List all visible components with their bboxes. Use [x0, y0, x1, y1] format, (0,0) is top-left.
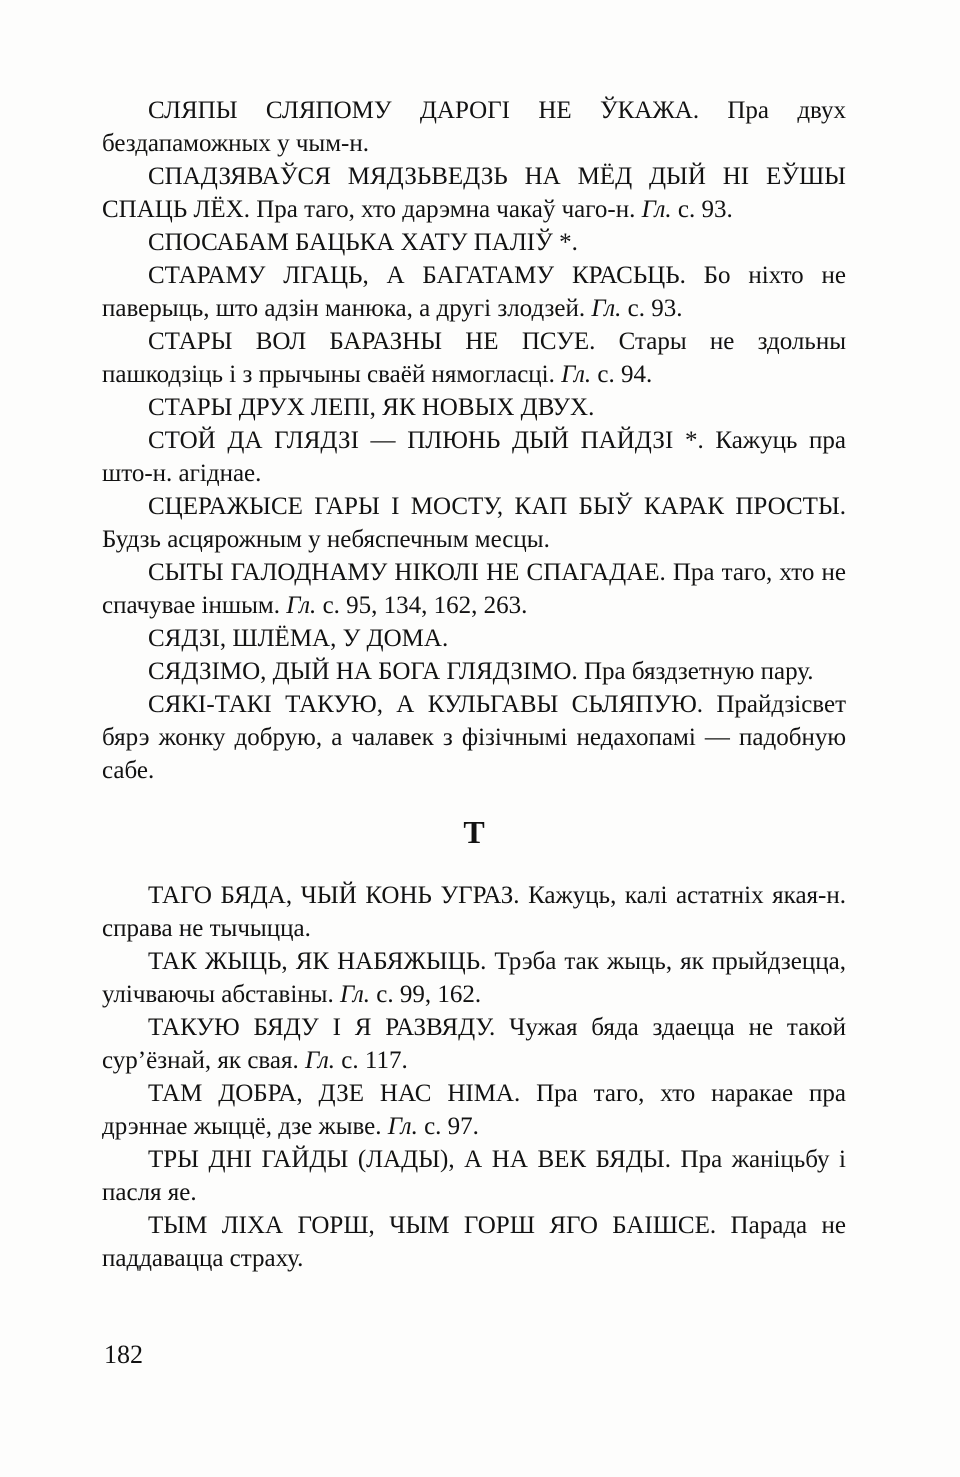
proverb-entry [102, 424, 846, 490]
proverb-entry [102, 325, 846, 391]
text-run: с. 95, 134, 162, 263. [316, 592, 528, 619]
proverb-entry [102, 879, 846, 945]
text-run: СТАРЫ ВОЛ БАРАЗНЫ НЕ ПСУЕ. Стары не здольны пашкодзіць і з прычыны сваёй нямогласці. [102, 328, 846, 388]
cross-reference: Гл. [286, 592, 317, 619]
proverb-entry [102, 655, 846, 688]
text-run: с. 99, 162. [370, 981, 482, 1008]
proverb-entry [102, 1011, 846, 1077]
text-run: СЯДЗІМО, ДЫЙ НА БОГА ГЛЯДЗІМО. Пра бяздзетную пару. [148, 658, 814, 685]
text-run: СТОЙ ДА ГЛЯДЗІ — ПЛЮНЬ ДЫЙ ПАЙДЗІ *. Кажуць пра што-н. агіднае. [102, 427, 846, 487]
text-run: с. 97. [417, 1113, 479, 1140]
text-run: СЦЕРАЖЫСЕ ГАРЫ І МОСТУ, КАП БЫЎ КАРАК ПРОСТЫ. Будзь асцярожным у небяспечным месцы. [102, 493, 846, 553]
proverb-entry [102, 556, 846, 622]
text-run: СЯДЗІ, ШЛЁМА, У ДОМА. [148, 625, 449, 652]
cross-reference: Гл. [339, 981, 371, 1008]
text-sections [102, 94, 846, 1275]
text-run: с. 94. [591, 361, 653, 388]
cross-reference: Гл. [304, 1047, 336, 1074]
cross-reference: Гл. [561, 361, 592, 388]
text-run: СЛЯПЫ СЛЯПОМУ ДАРОГІ НЕ ЎКАЖА. Пра двух бездапаможных у чым-н. [102, 97, 846, 157]
proverb-entry [102, 945, 846, 1011]
proverb-entry [102, 688, 846, 787]
text-run: СТАРЫ ДРУХ ЛЕПІ, ЯК НОВЫХ ДВУХ. [148, 394, 595, 421]
proverb-entry [102, 160, 846, 226]
cross-reference: Гл. [641, 196, 672, 223]
text-run: СПОСАБАМ БАЦЬКА ХАТУ ПАЛІЎ *. [148, 229, 578, 256]
text-run: с. 117. [335, 1047, 408, 1074]
text-run: ТАГО БЯДА, ЧЫЙ КОНЬ УГРАЗ. Кажуць, калі астатніх якая-н. справа не тычыцца. [102, 882, 846, 942]
proverb-entry [102, 1077, 846, 1143]
page-number: 182 [104, 1340, 143, 1369]
text-run: СПАДЗЯВАЎСЯ МЯДЗЬВЕДЗЬ НА МЁД ДЫЙ НІ ЕЎШЫ СПАЦЬ ЛЁХ. Пра таго, хто дарэмна чакаў чаго-н. [102, 163, 846, 223]
section-heading: Т [463, 814, 485, 850]
proverb-entry [102, 622, 846, 655]
text-run: СТАРАМУ ЛГАЦЬ, А БАГАТАМУ КРАСЬЦЬ. Бо ніхто не паверыць, што адзін манюка, а другі злодзей. [102, 262, 846, 322]
text-run: ТАМ ДОБРА, ДЗЕ НАС НІМА. Пра таго, хто наракае пра дрэннае жыццё, дзе жыве. [102, 1080, 846, 1140]
proverb-entry [102, 259, 846, 325]
text-run: СЫТЫ ГАЛОДНАМУ НІКОЛІ НЕ СПАГАДАЕ. Пра таго, хто не спачувае іншым. [102, 559, 846, 619]
proverb-entry [102, 391, 846, 424]
proverb-entry [102, 1209, 846, 1275]
cross-reference: Гл. [387, 1113, 418, 1140]
text-run: ТЫМ ЛІХА ГОРШ, ЧЫМ ГОРШ ЯГО БАІШСЕ. Парада не паддавацца страху. [102, 1212, 846, 1272]
proverb-entry [102, 490, 846, 556]
text-run: ТАК ЖЫЦЬ, ЯК НАБЯЖЫЦЬ. Трэба так жыць, як прыйдзецца, улічваючы абставіны. [102, 948, 846, 1008]
cross-reference: Гл. [591, 295, 622, 322]
text-run: ТРЫ ДНІ ГАЙДЫ (ЛАДЫ), А НА ВЕК БЯДЫ. Пра жаніцьбу і пасля яе. [102, 1146, 846, 1206]
text-run: с. 93. [621, 295, 683, 322]
text-run: СЯКІ-ТАКІ ТАКУЮ, А КУЛЬГАВЫ СЬЛЯПУЮ. Прайдзісвет бярэ жонку добрую, а чалавек з фізічнымі недахопамі — падобную сабе. [102, 691, 846, 784]
proverb-entry [102, 94, 846, 160]
text-run: ТАКУЮ БЯДУ І Я РАЗВЯДУ. Чужая бяда здаецца не такой сур’ёзнай, як свая. [102, 1014, 846, 1074]
proverb-entry [102, 1143, 846, 1209]
text-run: с. 93. [671, 196, 733, 223]
proverb-entry [102, 226, 846, 259]
